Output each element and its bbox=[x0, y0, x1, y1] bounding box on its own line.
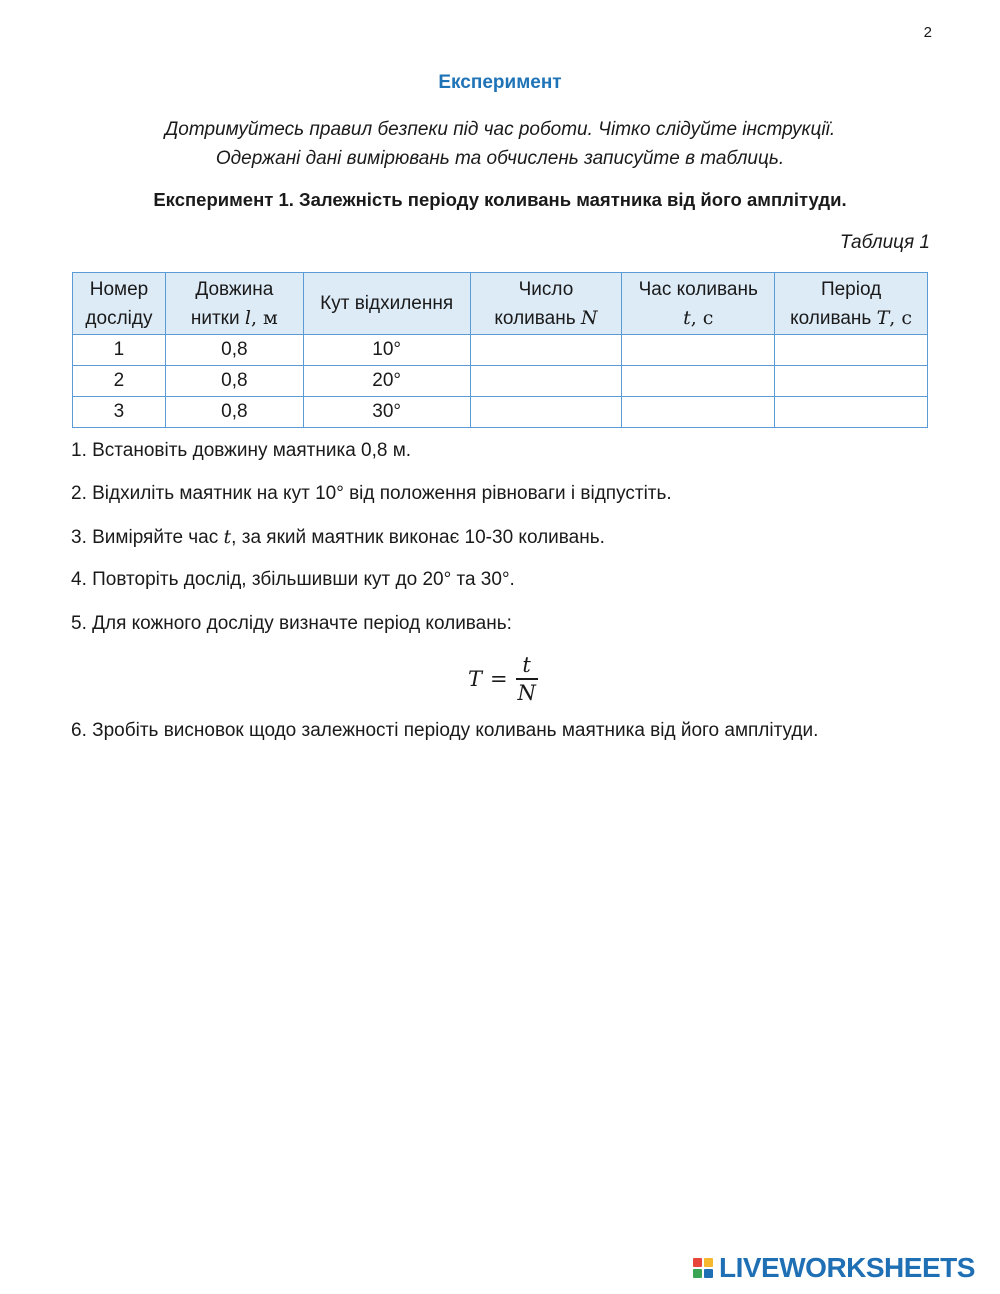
cell-count-input[interactable] bbox=[470, 335, 622, 366]
formula-denominator: N bbox=[517, 680, 536, 705]
cell-period-input[interactable] bbox=[775, 335, 928, 366]
cell-trial-number: 1 bbox=[73, 335, 166, 366]
table-caption: Таблиця 1 bbox=[839, 232, 930, 253]
cell-length: 0,8 bbox=[165, 335, 303, 366]
cell-trial-number: 2 bbox=[73, 366, 166, 397]
logo-square-yellow bbox=[704, 1258, 713, 1267]
cell-angle: 20° bbox=[303, 366, 470, 397]
table-row bbox=[73, 397, 928, 428]
data-table bbox=[72, 272, 928, 428]
period-formula bbox=[468, 654, 538, 704]
table-header-row bbox=[73, 273, 928, 335]
formula-equals: = bbox=[490, 666, 508, 691]
cell-count-input[interactable] bbox=[470, 397, 622, 428]
fraction-bar bbox=[516, 678, 538, 680]
page-number: 2 bbox=[923, 24, 932, 41]
cell-time-input[interactable] bbox=[622, 397, 775, 428]
cell-angle: 30° bbox=[303, 397, 470, 428]
header-deflection-angle: Кут відхилення bbox=[303, 273, 470, 335]
cell-period-input[interactable] bbox=[775, 397, 928, 428]
instruction-line-2: Одержані дані вимірювань та обчислень записуйте в таблиць. bbox=[215, 148, 785, 169]
table-row bbox=[73, 335, 928, 366]
logo-square-red bbox=[693, 1258, 702, 1267]
liveworksheets-logo[interactable] bbox=[693, 1252, 975, 1284]
logo-text: LIVEWORKSHEETS bbox=[719, 1252, 975, 1283]
formula-lhs: T bbox=[468, 666, 483, 691]
cell-length: 0,8 bbox=[165, 366, 303, 397]
cell-trial-number: 3 bbox=[73, 397, 166, 428]
formula-fraction bbox=[516, 654, 538, 704]
cell-period-input[interactable] bbox=[775, 366, 928, 397]
cell-count-input[interactable] bbox=[470, 366, 622, 397]
cell-length: 0,8 bbox=[165, 397, 303, 428]
logo-square-green bbox=[693, 1269, 702, 1278]
instruction-line-1: Дотримуйтесь правил безпеки під час роботи. Чітко слідуйте інструкції. bbox=[164, 119, 836, 140]
step-5: 5. Для кожного досліду визначте період коливань: bbox=[71, 613, 512, 634]
safety-instructions bbox=[0, 115, 1000, 173]
step-6: 6. Зробіть висновок щодо залежності періоду коливань маятника від його амплітуди. bbox=[71, 720, 819, 741]
header-oscillation-time: Час коливань t, с bbox=[622, 273, 775, 335]
cell-time-input[interactable] bbox=[622, 335, 775, 366]
step-4: 4. Повторіть дослід, збільшивши кут до 20° та 30°. bbox=[71, 569, 515, 590]
header-trial-number: Номер досліду bbox=[73, 273, 166, 335]
header-oscillation-period: Період коливань T, с bbox=[775, 273, 928, 335]
step-1: 1. Встановіть довжину маятника 0,8 м. bbox=[71, 440, 412, 461]
table-row bbox=[73, 366, 928, 397]
cell-angle: 10° bbox=[303, 335, 470, 366]
section-heading: Експеримент bbox=[438, 72, 562, 93]
header-oscillation-count: Число коливань N bbox=[470, 273, 622, 335]
formula-numerator: t bbox=[522, 653, 531, 677]
header-string-length: Довжина нитки l, м bbox=[165, 273, 303, 335]
logo-square-blue bbox=[704, 1269, 713, 1278]
experiment-title: Експеримент 1. Залежність періоду коливань маятника від його амплітуди. bbox=[153, 189, 847, 210]
cell-time-input[interactable] bbox=[622, 366, 775, 397]
step-3: 3. Виміряйте час t, за який маятник виконає 10-30 коливань. bbox=[71, 526, 605, 548]
logo-icon bbox=[693, 1258, 713, 1278]
step-2: 2. Відхиліть маятник на кут 10° від положення рівноваги і відпустіть. bbox=[71, 483, 672, 504]
